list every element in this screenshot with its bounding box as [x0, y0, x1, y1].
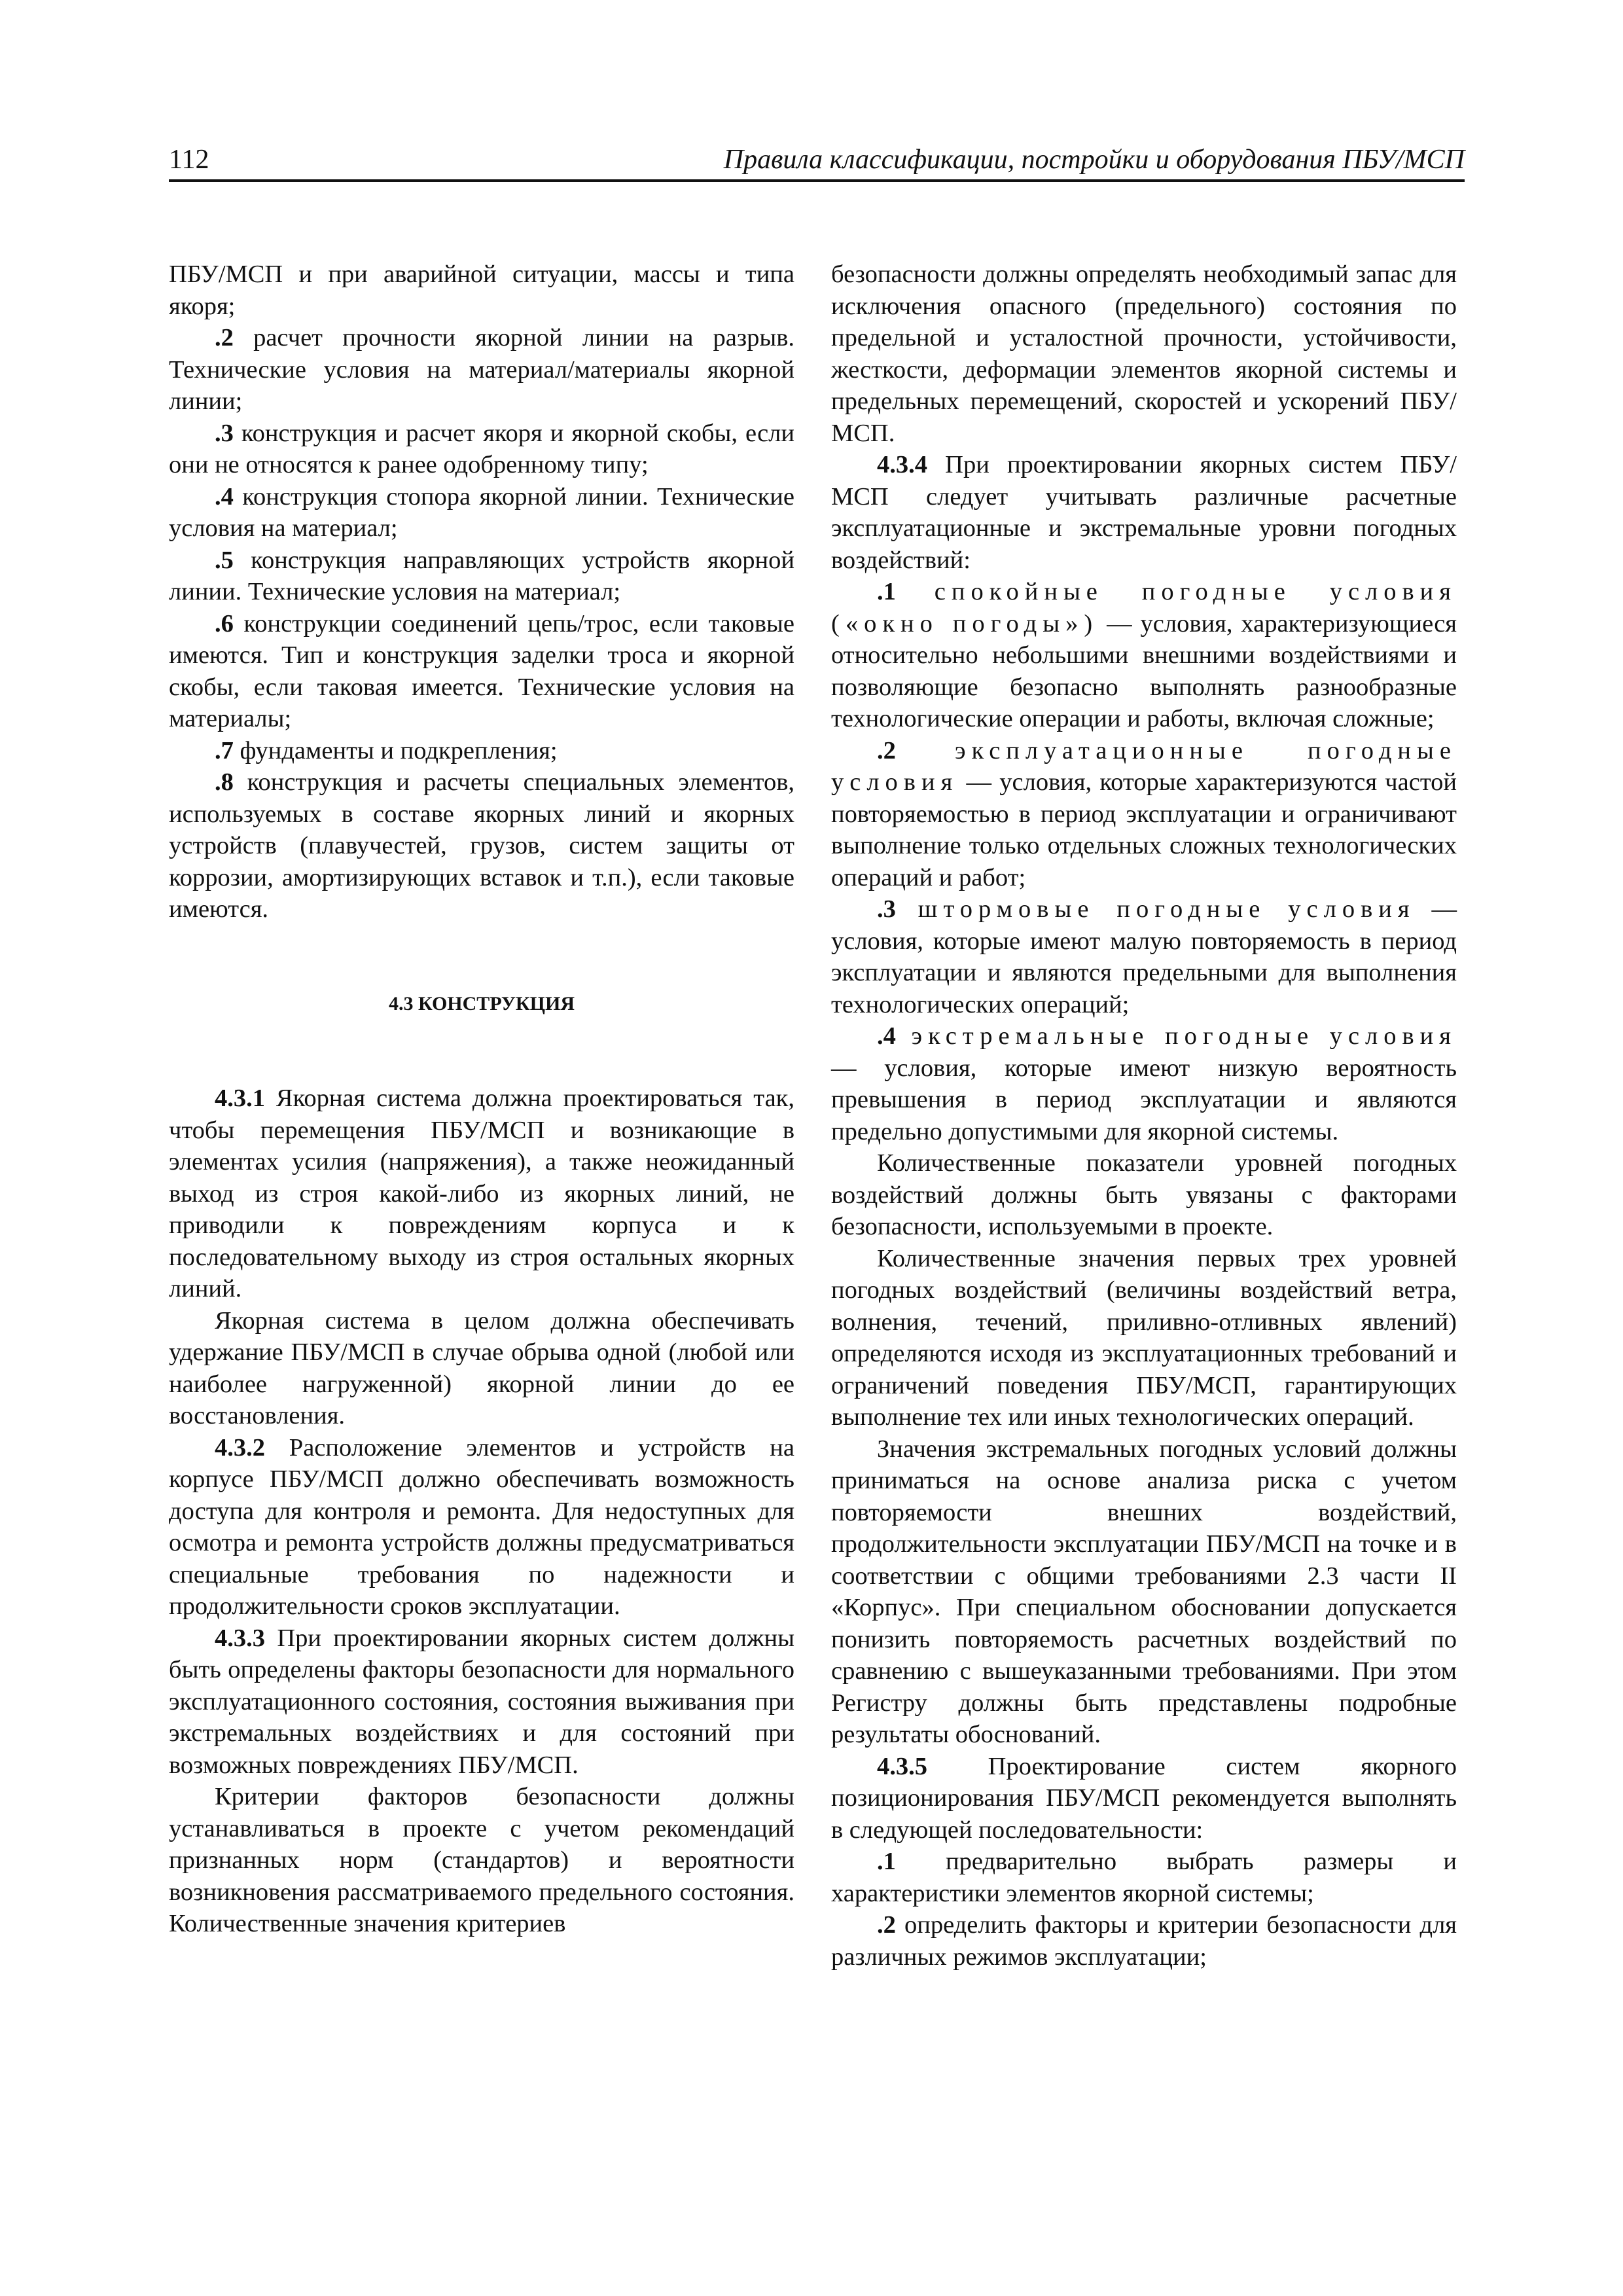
list-item: [831, 1020, 1457, 1147]
item-number: .4: [877, 1022, 896, 1050]
item-number: .8: [215, 768, 234, 796]
item-number: .1: [877, 578, 896, 605]
item-text: — условия, которые имеют низкую вероятность превышения в период эксплуатации и являются предельно допустимыми для якорной системы.: [831, 1054, 1457, 1145]
clause-text: При проектировании якорных систем ПБУ/МСП следует учитывать различные расчетные эксплуатационные и экстремальные уровни погодных воздействий:: [831, 451, 1457, 574]
item-text: фундаменты и подкрепления;: [233, 736, 558, 764]
item-text: конструкция стопора якорной линии. Технические условия на материал;: [169, 482, 794, 542]
clause-text: Якорная система должна проектироваться так, чтобы перемещения ПБУ/МСП и возникающие в элементах усилия (напряжения), а также неожиданный выход из строя какой-либо из якорных линий, не приводили к повреждениям корпуса и к последовательному выходу из строя остальных якорных линий.: [169, 1085, 794, 1302]
clause-text: Расположение элементов и устройств на корпусе ПБУ/МСП должно обеспечивать возможность доступа для контроля и ремонта. Для недоступных для осмотра и ремонта устройств должны предусматриваться специальные требования по надежности и продолжительности сроков эксплуатации.: [169, 1433, 794, 1620]
item-text: — условия, которые имеют малую повторяемость в период эксплуатации и являются предельными для выполнения технологических операций;: [831, 895, 1457, 1018]
item-number: .1: [877, 1848, 896, 1875]
item-term: спокойные погодные условия («окно погоды»): [831, 578, 1457, 637]
item-text: предварительно выбрать размеры и характеристики элементов якорной системы;: [831, 1848, 1457, 1907]
item-number: .6: [215, 609, 234, 637]
item-text: определить факторы и критерии безопасности для различных режимов эксплуатации;: [831, 1911, 1457, 1971]
paragraph: Значения экстремальных погодных условий должны приниматься на основе анализа риска с учетом повторяемости внешних воздействий, продолжительности эксплуатации ПБУ/МСП на точке и в соответствии с общими требованиями 2.3 части II «Корпус». При специальном обосновании допускается понизить повторяемость расчетных воздействий по сравнению с вышеуказанными требованиями. При этом Регистру должны быть представлены подробные результаты обоснований.: [831, 1435, 1457, 1748]
paragraph: ПБУ/МСП и при аварийной ситуации, массы и типа якоря;: [169, 260, 794, 320]
clause-number: 4.3.1: [215, 1085, 265, 1112]
left-column: [169, 259, 794, 1940]
clause-4-3-1: [169, 1083, 794, 1305]
list-item: [169, 322, 794, 418]
item-text: конструкция и расчеты специальных элементов, используемых в составе якорных линий и якорных устройств (плавучестей, грузов, систем защиты от коррозии, амортизирующих вставок и т.п.), если таковые имеются.: [169, 768, 794, 923]
clause-4-3-5: [831, 1751, 1457, 1846]
clause-text: Проектирование систем якорного позиционирования ПБУ/МСП рекомендуется выполнять в следующей последовательности:: [831, 1752, 1457, 1844]
item-text: расчет прочности якорной линии на разрыв. Технические условия на материал/материалы якорной линии;: [169, 324, 794, 415]
paragraph: Якорная система в целом должна обеспечивать удержание ПБУ/МСП в случае обрыва одной (любой или наиболее нагруженной) якорной линии до ее восстановления.: [169, 1306, 794, 1429]
clause-number: 4.3.3: [215, 1624, 265, 1652]
item-number: .2: [877, 1911, 896, 1939]
page-header: [169, 139, 1465, 182]
item-text: — условия, характеризующиеся относительно небольшими внешними воздействиями и позволяющие безопасно выполнять разнообразные технологические операции и работы, включая сложные;: [831, 609, 1457, 732]
item-text: конструкция и расчет якоря и якорной скобы, если они не относятся к ранее одобренному типу;: [169, 419, 794, 478]
list-item: [169, 481, 794, 545]
item-term: экстремальные погодные условия: [895, 1022, 1457, 1050]
list-item: [831, 1846, 1457, 1909]
page-number: 112: [169, 145, 209, 175]
list-item: [831, 735, 1457, 894]
item-number: .4: [215, 482, 234, 511]
item-number: .7: [215, 736, 234, 764]
clause-4-3-4: [831, 449, 1457, 576]
list-item: [169, 418, 794, 481]
list-item: [169, 735, 794, 767]
list-item: [169, 545, 794, 608]
list-item: [831, 576, 1457, 735]
clause-number: 4.3.4: [877, 451, 927, 478]
clause-text: При проектировании якорных систем должны быть определены факторы безопасности для нормального эксплуатационного состояния, состояния выживания при экстремальных воздействиях и для состояний при возможных повреждениях ПБУ/МСП.: [169, 1624, 794, 1779]
list-item: [831, 1909, 1457, 1973]
item-number: .3: [215, 419, 234, 447]
clause-number: 4.3.5: [877, 1752, 927, 1780]
item-text: конструкции соединений цепь/трос, если таковые имеются. Тип и конструкция заделки троса и якорной скобы, если таковая имеется. Технические условия на материалы;: [169, 609, 794, 732]
item-term: штормовые погодные условия: [895, 895, 1416, 923]
item-term: эксплуатационные погодные условия: [831, 736, 1457, 796]
running-title: Правила классификации, постройки и оборудования ПБУ/МСП: [723, 145, 1465, 175]
paragraph: Критерии факторов безопасности должны устанавливаться в проекте с учетом рекомендаций признанных норм (стандартов) и вероятности возникновения рассматриваемого предельного состояния. Количественные значения критериев: [169, 1783, 794, 1937]
item-text: конструкция направляющих устройств якорной линии. Технические условия на материал;: [169, 546, 794, 605]
clause-4-3-2: [169, 1432, 794, 1623]
list-item: [169, 608, 794, 735]
paragraph: Количественные значения первых трех уровней погодных воздействий (величины воздействий ветра, волнения, течений, приливно-отливных явлений) определяются исходя из эксплуатационных требований и ограничений поведения ПБУ/МСП, гарантирующих выполнение тех или иных технологических операций.: [831, 1244, 1457, 1431]
right-column: [831, 259, 1457, 1973]
paragraph: Количественные показатели уровней погодных воздействий должны быть увязаны с факторами безопасности, используемыми в проекте.: [831, 1149, 1457, 1240]
item-number: .3: [877, 895, 896, 923]
list-item: [831, 893, 1457, 1020]
paragraph: безопасности должны определять необходимый запас для исключения опасного (предельного) состояния по предельной и усталостной прочности, устойчивости, жесткости, деформации элементов якорной системы и предельных перемещений, скоростей и ускорений ПБУ/МСП.: [831, 260, 1457, 447]
item-text: — условия, которые характеризуются частой повторяемостью в период эксплуатации и ограничивают выполнение только отдельных сложных технологических операций и работ;: [831, 768, 1457, 891]
clause-4-3-3: [169, 1623, 794, 1782]
item-number: .2: [215, 324, 234, 351]
section-heading: 4.3 КОНСТРУКЦИЯ: [388, 992, 575, 1014]
list-item: [169, 766, 794, 925]
item-number: .2: [877, 736, 896, 764]
clause-number: 4.3.2: [215, 1433, 265, 1462]
item-number: .5: [215, 546, 234, 574]
